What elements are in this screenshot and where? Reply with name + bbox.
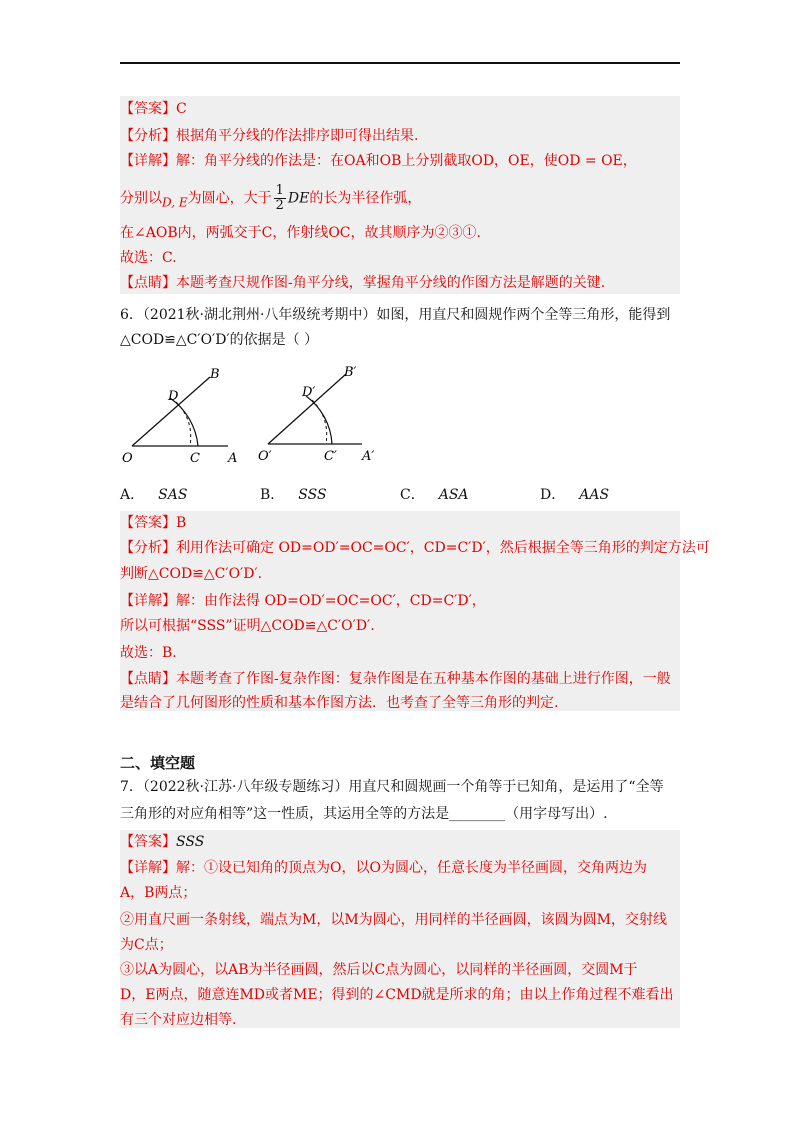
q6-comment-line-1: 【点睛】本题考查了作图-复杂作图：复杂作图是在五种基本作图的基础上进行作图，一般 (120, 671, 671, 687)
q5-detail-2e: 的长为半径作弧， (309, 190, 422, 207)
choice-d-letter: D． (540, 487, 566, 503)
q5-detail-2b: D, E (162, 195, 188, 210)
q6-conclusion: 故选：B. (120, 645, 177, 661)
q7-answer (120, 833, 204, 851)
q7-answer-value: SSS (176, 834, 205, 850)
q6-analysis-line-1: 【分析】利用作法可确定 OD=OD′=OC=OC′，CD=C′D′，然后根据全等三角形的判定方法可 (120, 540, 710, 556)
label-a-prime: A′ (362, 449, 375, 464)
label-b: B (210, 367, 220, 382)
q6-detail-line-1: 【详解】解：由作法得 OD=OD′=OC=OC′，CD=C′D′， (120, 593, 486, 609)
one-half-fraction (274, 184, 286, 213)
label-c: C (190, 451, 200, 466)
q6-solution-block (120, 511, 710, 711)
q6-figure (118, 362, 388, 470)
section-title-fill-in: 二、填空题 (120, 754, 196, 772)
q5-detail-line-3: 在∠AOB内，两弧交于C，作射线OC，故其顺序为②③①. (120, 225, 481, 241)
label-d-prime: D′ (302, 385, 316, 400)
q6-analysis-line-2: 判断△COD≌△C′O′D′. (120, 566, 263, 582)
q5-detail-2a: 分别以 (120, 190, 162, 207)
q6-comment-line-2: 是结合了几何图形的性质和基本作图方法．也考查了全等三角形的判定. (120, 695, 559, 711)
fraction-numerator: 1 (275, 183, 284, 198)
q5-detail-2c: 为圆心，大于 (187, 190, 272, 207)
q7-stem-line-1: 7．（2022秋·江苏·八年级专题练习）用直尺和圆规画一个角等于已知角，是运用了“全等 (120, 779, 664, 795)
choice-b[interactable] (260, 484, 327, 504)
label-d: D (168, 389, 179, 404)
q5-analysis: 【分析】根据角平分线的作法排序即可得出结果. (120, 128, 419, 144)
q5-solution-block (120, 96, 680, 294)
header-rule (120, 62, 680, 64)
q7-answer-label: 【答案】 (120, 834, 176, 850)
q5-detail-line-1: 【详解】解：角平分线的作法是：在OA和OB上分别截取OD，OE，使OD = OE， (120, 153, 637, 169)
label-o-prime: O′ (258, 449, 272, 464)
fraction-denominator: 2 (275, 198, 284, 213)
label-o: O (122, 451, 133, 466)
q6-answer: 【答案】B (120, 515, 187, 531)
q5-answer: 【答案】C (120, 101, 187, 117)
q5-detail-2d: DE (287, 190, 310, 207)
q5-conclusion: 故选：C. (120, 250, 177, 266)
figure-right (258, 365, 374, 464)
choice-a[interactable] (120, 484, 187, 504)
q7-detail-line-2: A，B两点； (120, 885, 197, 901)
label-c-prime: C′ (324, 449, 337, 464)
choice-c[interactable] (400, 484, 469, 504)
label-a: A (228, 451, 238, 466)
choice-b-letter: B． (260, 487, 285, 503)
choice-a-value: SAS (158, 487, 188, 503)
q7-solution-block (120, 830, 680, 1028)
figure-left (122, 367, 237, 466)
q7-detail-line-6: D，E两点，随意连MD或者ME；得到的∠CMD就是所求的角；由以上作角过程不难看出 (120, 987, 674, 1003)
q7-detail-line-1: 【详解】解：①设已知角的顶点为O，以O为圆心，任意长度为半径画圆，交角两边为 (120, 860, 647, 876)
choice-c-letter: C． (400, 487, 425, 503)
choice-c-value: ASA (438, 487, 469, 503)
q7-detail-line-4: 为C点； (120, 937, 173, 953)
q7-detail-line-3: ②用直尺画一条射线，端点为M，以M为圆心，用同样的半径画圆，该圆为圆M，交射线 (120, 912, 668, 928)
choice-d[interactable] (540, 484, 609, 504)
q6-detail-line-2: 所以可根据“SSS”证明△COD≌△C′O′D′. (120, 618, 375, 634)
q7-detail-line-5: ③以A为圆心，以AB为半径画圆，然后以C点为圆心，以同样的半径画圆，交圆M于 (120, 962, 638, 978)
q7-detail-line-7: 有三个对应边相等. (120, 1012, 237, 1028)
choice-d-value: AAS (579, 487, 610, 503)
label-b-prime: B′ (344, 365, 357, 380)
q7-stem-line-2: 三角形的对应角相等”这一性质，其运用全等的方法是________（用字母写出）. (120, 806, 608, 822)
q5-detail-line-2 (120, 184, 421, 213)
choice-a-letter: A． (120, 487, 145, 503)
q6-stem-line-1: 6．（2021秋·湖北荆州·八年级统考期中）如图，用直尺和圆规作两个全等三角形，能得到 (120, 307, 671, 323)
choice-b-value: SSS (298, 487, 327, 503)
q6-stem-line-2: △COD≌△C′O′D′的依据是（ ） (120, 332, 319, 348)
q5-comment: 【点睛】本题考查尺规作图-角平分线，掌握角平分线的作图方法是解题的关键. (120, 275, 606, 291)
